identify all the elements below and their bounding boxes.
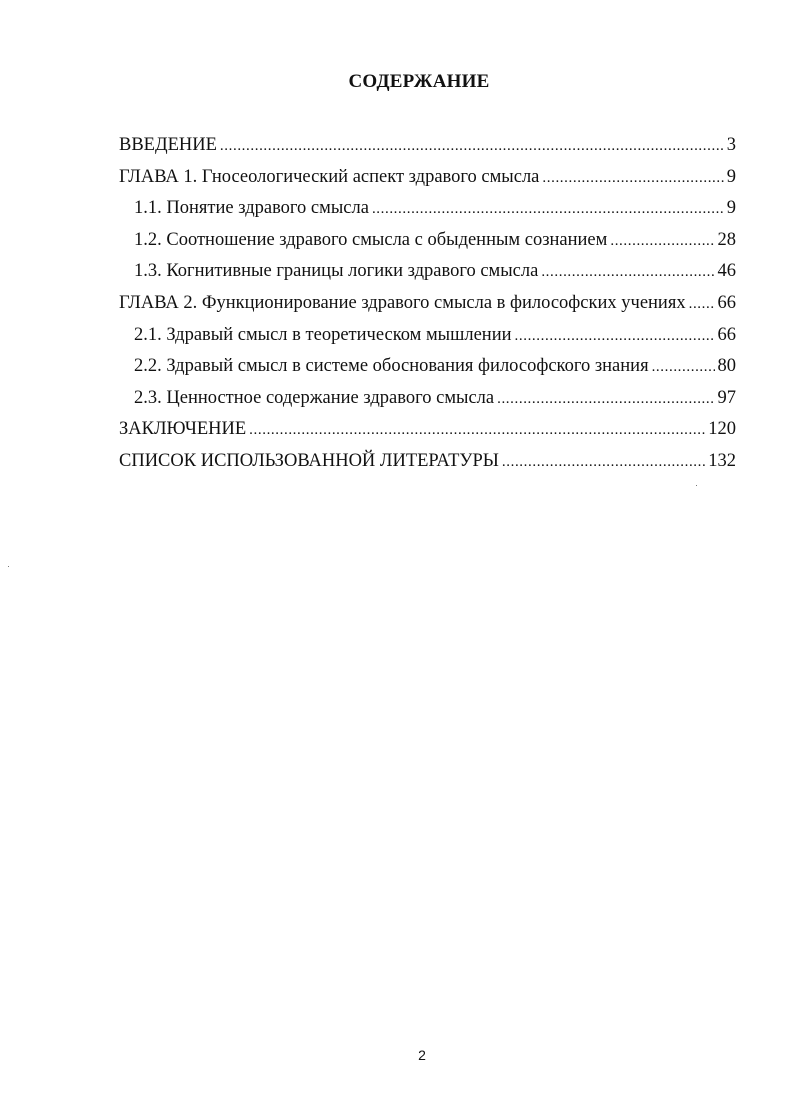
toc-entry-section-1-1: [119, 198, 736, 230]
toc-entry-text: 1.1. Понятие здравого смысла: [134, 198, 369, 219]
toc-entry-text: 2.2. Здравый смысл в системе обоснования философского знания: [134, 356, 649, 377]
toc-entry-page: 120: [708, 419, 736, 440]
toc-entry-page: 9: [726, 198, 736, 219]
toc-entry-text: 2.3. Ценностное содержание здравого смысла: [134, 387, 495, 408]
toc-leader-dots: [497, 391, 714, 408]
scan-speck: [8, 566, 9, 567]
toc-leader-dots: [502, 454, 705, 471]
toc-leader-dots: [515, 328, 715, 345]
toc-entry-page: 66: [717, 292, 736, 313]
toc-entry-text: ГЛАВА 1. Гносеологический аспект здравого смысла: [119, 166, 540, 187]
toc-entry-chapter-1: [119, 167, 736, 199]
toc-leader-dots: [689, 296, 715, 313]
toc-entry-text: ЗАКЛЮЧЕНИЕ: [119, 419, 247, 440]
toc-leader-dots: [652, 359, 715, 376]
toc-entry-section-1-2: [119, 230, 736, 262]
toc-entry-section-2-2: [119, 356, 736, 388]
toc-entry-bibliography: [119, 451, 736, 483]
toc-entry-text: 1.3. Когнитивные границы логики здравого смысла: [134, 261, 539, 282]
toc-entry-text: 1.2. Соотношение здравого смысла с обыденным сознанием: [134, 229, 608, 250]
toc-entry-page: 3: [726, 135, 736, 155]
toc-entry-page: 97: [717, 387, 736, 408]
toc-entry-section-2-3: [119, 388, 736, 420]
toc-entry-page: 46: [717, 261, 736, 282]
page-number: 2: [418, 1047, 426, 1063]
toc-leader-dots: [372, 201, 724, 218]
table-of-contents: [119, 135, 736, 483]
toc-entry-section-1-3: [119, 261, 736, 293]
toc-leader-dots: [542, 170, 723, 187]
toc-entry-page: 80: [717, 356, 736, 377]
toc-leader-dots: [249, 422, 705, 439]
toc-entry-page: 132: [708, 450, 736, 471]
toc-entry-text: ВВЕДЕНИЕ: [119, 135, 217, 155]
toc-entry-text: ГЛАВА 2. Функционирование здравого смысла в философских учениях: [119, 292, 686, 313]
scan-speck: [696, 485, 697, 486]
toc-entry-page: 28: [717, 229, 736, 250]
toc-entry-introduction: [119, 135, 736, 167]
toc-title: СОДЕРЖАНИЕ: [348, 71, 490, 92]
toc-leader-dots: [220, 138, 724, 155]
toc-leader-dots: [541, 264, 714, 281]
toc-entry-chapter-2: [119, 293, 736, 325]
toc-entry-conclusion: [119, 419, 736, 451]
toc-entry-text: СПИСОК ИСПОЛЬЗОВАННОЙ ЛИТЕРАТУРЫ: [119, 450, 499, 471]
toc-entry-section-2-1: [119, 325, 736, 357]
toc-entry-page: 66: [717, 324, 736, 345]
toc-leader-dots: [610, 233, 714, 250]
toc-entry-text: 2.1. Здравый смысл в теоретическом мышлении: [134, 324, 512, 345]
toc-entry-page: 9: [726, 166, 736, 187]
